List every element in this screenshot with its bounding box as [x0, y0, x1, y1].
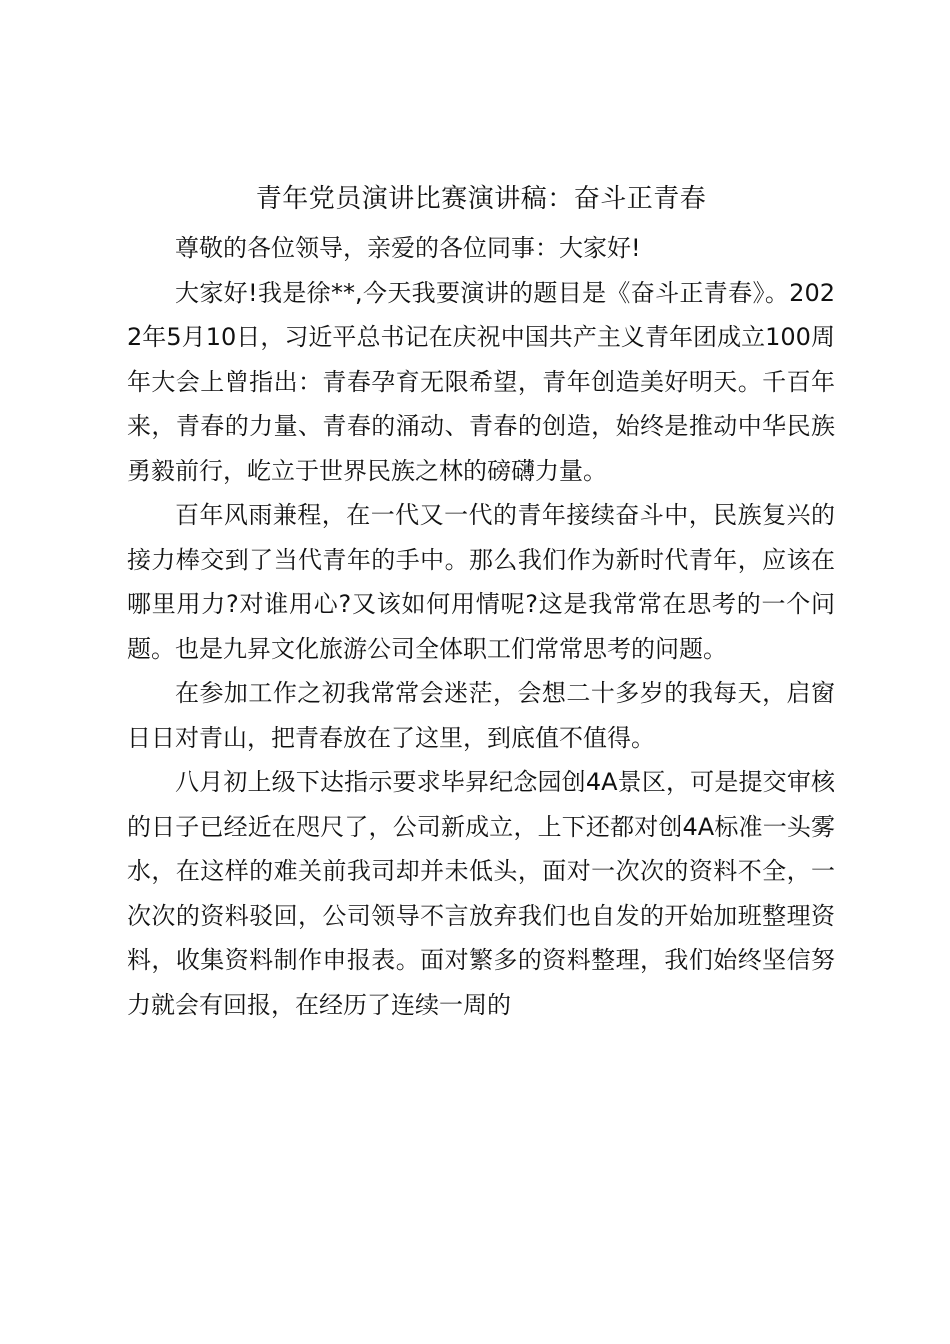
paragraph-confusion: 在参加工作之初我常常会迷茫，会想二十多岁的我每天，启窗日日对青山，把青春放在了这里，到底值不值得。	[127, 679, 835, 752]
document-body	[127, 178, 835, 1027]
paragraph-century: 百年风雨兼程，在一代又一代的青年接续奋斗中，民族复兴的接力棒交到了当代青年的手中。那么我们作为新时代青年，应该在哪里用力?对谁用心?又该如何用情呢?这是我常常在思考的一个问题。也是九昇文化旅游公司全体职工们常常思考的问题。	[127, 501, 835, 663]
document-title: 青年党员演讲比赛演讲稿：奋斗正青春	[255, 184, 707, 214]
paragraph-greeting: 尊敬的各位领导，亲爱的各位同事：大家好!	[175, 234, 641, 262]
paragraph-4a-scenic-area: 八月初上级下达指示要求毕昇纪念园创4A景区，可是提交审核的日子已经近在咫尺了，公司新成立，上下还都对创4A标准一头雾水，在这样的难关前我司却并未低头，面对一次次的资料不全，一次次的资料驳回，公司领导不言放弃我们也自发的开始加班整理资料，收集资料制作申报表。面对繁多的资料整理，我们始终坚信努力就会有回报，在经历了连续一周的	[127, 768, 835, 1019]
paragraph-intro: 大家好!我是徐**,今天我要演讲的题目是《奋斗正青春》。2022年5月10日，习近平总书记在庆祝中国共产主义青年团成立100周年大会上曾指出：青春孕育无限希望，青年创造美好明天。千百年来，青春的力量、青春的涌动、青春的创造，始终是推动中华民族勇毅前行，屹立于世界民族之林的磅礴力量。	[127, 278, 835, 485]
